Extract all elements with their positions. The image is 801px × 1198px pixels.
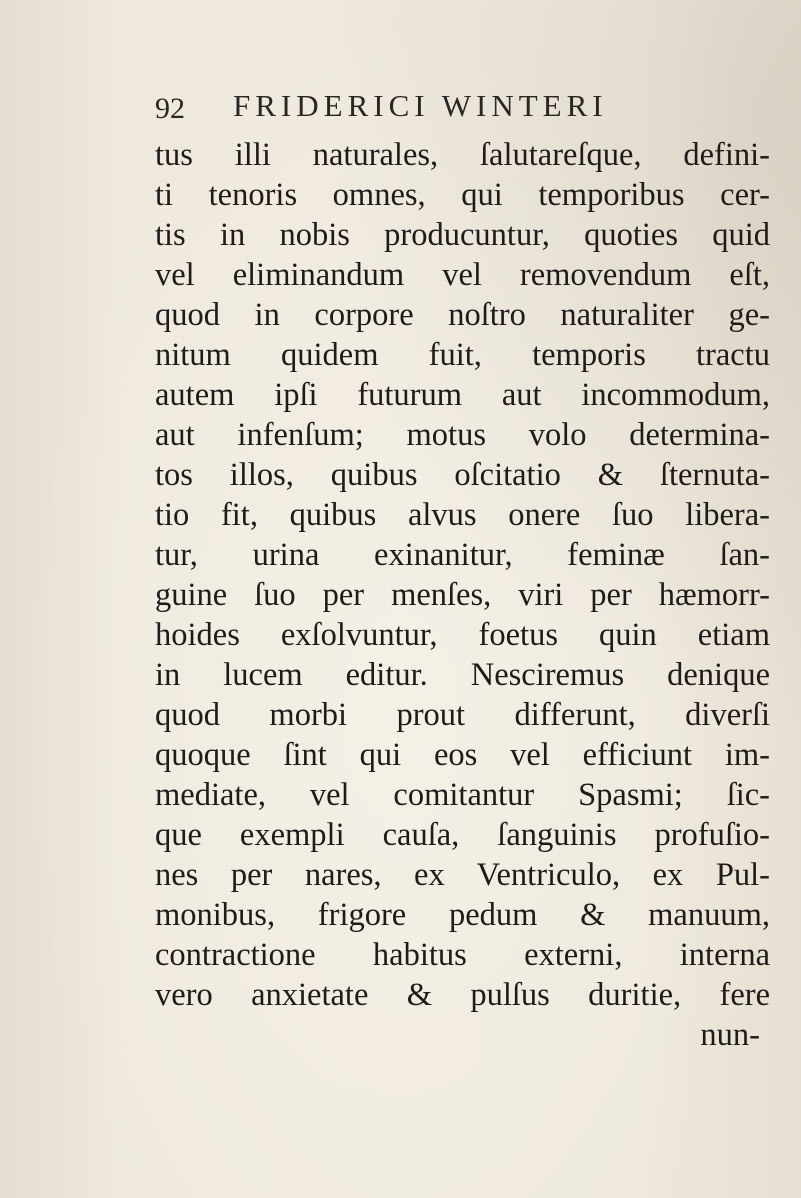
text-line: quoque ſint qui eos vel efficiunt im- (155, 737, 770, 773)
text-line: ti tenoris omnes, qui temporibus cer- (155, 177, 770, 213)
text-line: que exempli cauſa, ſanguinis profuſio- (155, 817, 770, 853)
text-line: tio fit, quibus alvus onere ſuo libera- (155, 497, 770, 533)
running-head: FRIDERICI WINTERI (233, 88, 608, 123)
text-line: tos illos, quibus oſcitatio & ſternuta- (155, 457, 770, 493)
text-line: aut infenſum; motus volo determina- (155, 417, 770, 453)
text-line: mediate, vel comitantur Spasmi; ſic- (155, 777, 770, 813)
text-line: quod morbi prout differunt, diverſi (155, 697, 770, 733)
catchword: nun- (700, 1017, 760, 1053)
text-line: vero anxietate & pulſus duritie, fere (155, 977, 770, 1013)
text-line: vel eliminandum vel removendum eſt, (155, 257, 770, 293)
text-line: tur, urina exinanitur, feminæ ſan- (155, 537, 770, 573)
text-line: monibus, frigore pedum & manuum, (155, 897, 770, 933)
text-line: quod in corpore noſtro naturaliter ge- (155, 297, 770, 333)
page-number: 92 (155, 92, 185, 125)
text-line: nes per nares, ex Ventriculo, ex Pul- (155, 857, 770, 893)
text-line: autem ipſi futurum aut incommodum, (155, 377, 770, 413)
text-line: hoides exſolvuntur, foetus quin etiam (155, 617, 770, 653)
text-line: contractione habitus externi, interna (155, 937, 770, 973)
text-line: in lucem editur. Nesciremus denique (155, 657, 770, 693)
body-text (155, 135, 770, 1055)
text-line: tis in nobis producuntur, quoties quid (155, 217, 770, 253)
text-line: nitum quidem fuit, temporis tractu (155, 337, 770, 373)
text-line: tus illi naturales, ſalutareſque, defini- (155, 137, 770, 173)
text-line: guine ſuo per menſes, viri per hæmorr- (155, 577, 770, 613)
